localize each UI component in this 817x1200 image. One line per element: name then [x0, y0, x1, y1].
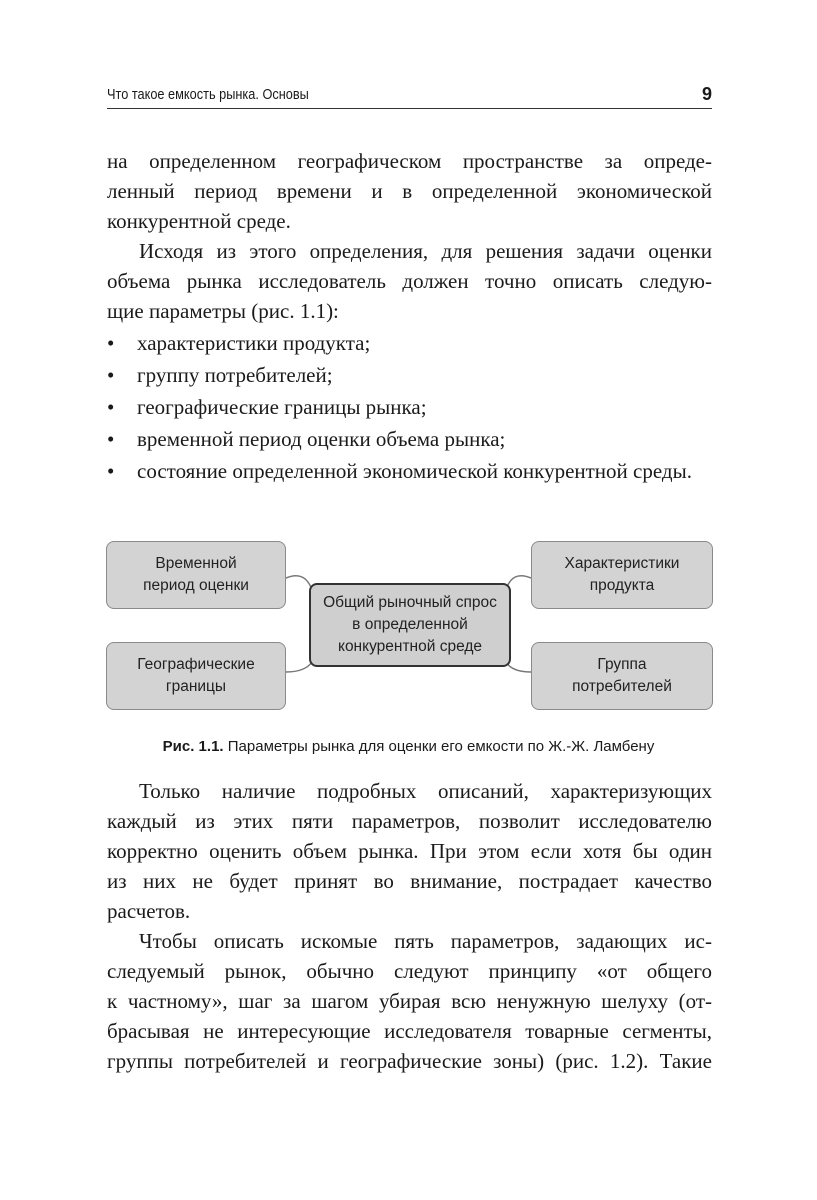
list-item: • географические границы рынка; — [107, 392, 712, 422]
text-line: Чтобы описать искомые пять параметров, задающих ис- — [139, 929, 712, 953]
box-geographic-bounds: Географические границы — [106, 642, 286, 710]
chapter-title: Что такое емкость рынка. Основы — [107, 86, 309, 103]
text-line: следуемый рынок, обычно следуют принципу «от общего — [107, 959, 712, 983]
paragraph-3 — [107, 776, 712, 926]
caption-label: Рис. 1.1. — [162, 738, 224, 755]
text-line: Только наличие подробных описаний, характеризующих — [139, 779, 712, 803]
list-item: • состояние определенной экономической конкурентной среды. — [107, 456, 712, 486]
text-line: объема рынка исследователь должен точно описать следую- — [107, 269, 712, 293]
text-line: корректно оценить объем рынка. При этом если хотя бы один — [107, 839, 712, 863]
text-line: ленный период времени и в определенной экономической — [107, 179, 712, 203]
text-line: группы потребителей и географические зоны) (рис. 1.2). Такие — [107, 1049, 712, 1073]
caption-text: Параметры рынка для оценки его емкости по Ж.-Ж. Ламбену — [227, 738, 655, 755]
connector-line — [286, 662, 312, 672]
box-consumer-group: Группа потребителей — [531, 642, 713, 710]
list-item: • временной период оценки объема рынка; — [107, 424, 712, 454]
box-total-market-demand: Общий рыночный спрос в определенной конкурентной среде — [309, 583, 511, 667]
text-line: к частному», шаг за шагом убирая всю ненужную шелуху (от- — [107, 989, 712, 1013]
connector-line — [506, 662, 531, 672]
paragraph-4 — [107, 926, 712, 1076]
box-time-period: Временной период оценки — [106, 541, 286, 609]
page-number: 9 — [701, 84, 712, 104]
text-line: брасывая не интересующие исследователя товарные сегменты, — [107, 1019, 712, 1043]
text-line: каждый из этих пяти параметров, позволит исследователю — [107, 809, 712, 833]
box-product-characteristics: Характеристики продукта — [531, 541, 713, 609]
text-line: из них не будет принят во внимание, пострадает качество — [107, 869, 712, 893]
text-line: расчетов. — [107, 899, 191, 923]
list-item: • группу потребителей; — [107, 360, 712, 390]
text-line: Исходя из этого определения, для решения задачи оценки — [139, 239, 712, 263]
text-line: на определенном географическом пространстве за опреде- — [107, 149, 712, 173]
list-item: • характеристики продукта; — [107, 328, 712, 358]
connector-line — [286, 576, 312, 590]
text-line: конкурентной среде. — [107, 209, 291, 233]
figure-caption — [0, 738, 817, 755]
text-line: щие параметры (рис. 1.1): — [107, 299, 339, 323]
